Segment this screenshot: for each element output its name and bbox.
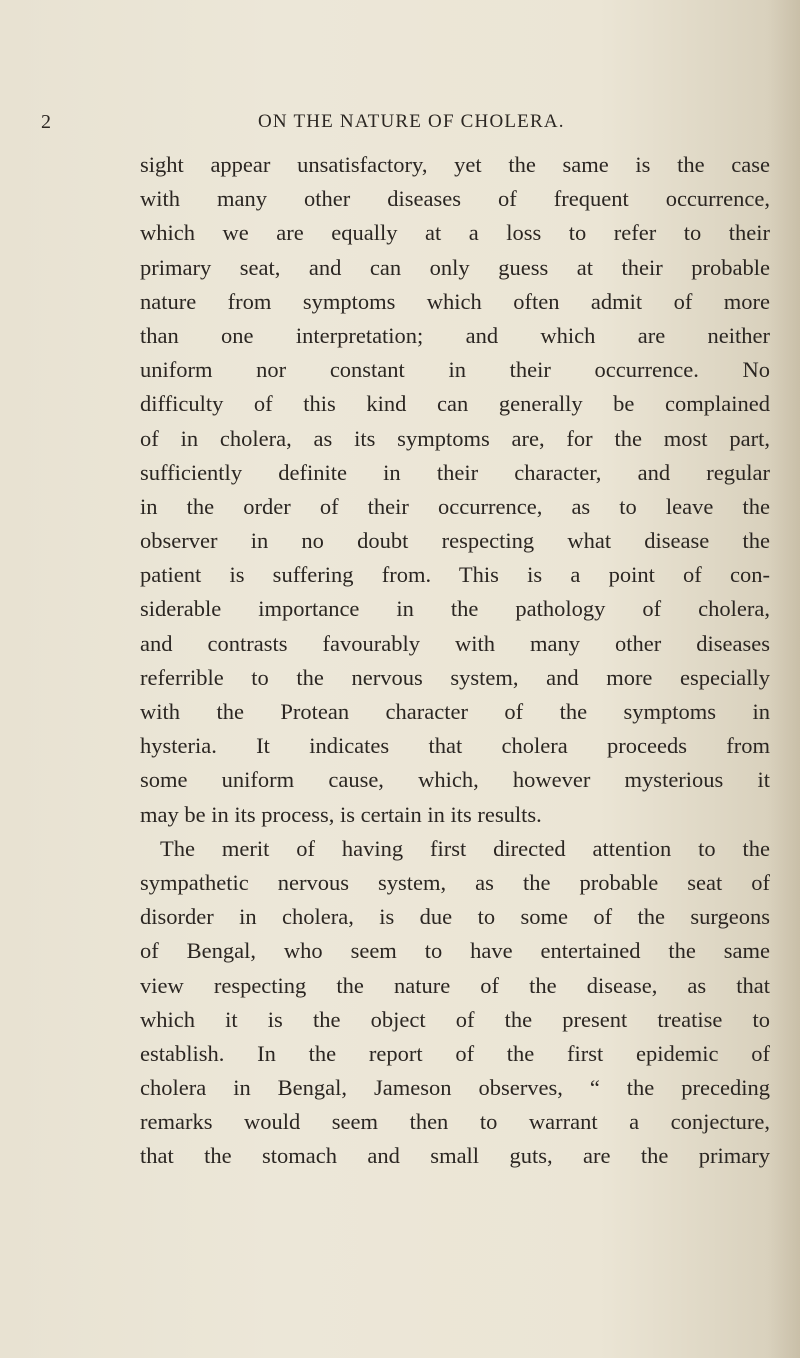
text-line: than one interpretation; and which are neither [140,322,770,348]
text-line: sufficiently definite in their character, and regular [140,459,770,485]
text-line: which it is the object of the present treatise to [140,1006,770,1032]
text-line: patient is suffering from. This is a point of con- [140,562,770,588]
text-line: in the order of their occurrence, as to leave the [140,493,770,519]
text-line: which we are equally at a loss to refer to their [140,220,770,246]
text-line: nature from symptoms which often admit of more [140,288,770,314]
text-line: observer in no doubt respecting what disease the [140,528,770,554]
text-line: some uniform cause, which, however mysterious it [140,767,770,793]
body-text [140,148,770,1174]
text-line: of in cholera, as its symptoms are, for the most part, [140,425,770,451]
text-line: cholera in Bengal, Jameson observes, “ the preceding [140,1075,770,1101]
text-line: may be in its process, is certain in its results. [140,801,542,827]
text-line: view respecting the nature of the disease, as that [140,972,770,998]
text-line: of Bengal, who seem to have entertained the same [140,938,770,964]
page-header [0,111,800,141]
text-line: sight appear unsatisfactory, yet the same is the case [140,152,770,177]
text-line: remarks would seem then to warrant a conjecture, [140,1109,770,1135]
text-line: uniform nor constant in their occurrence. No [140,357,770,383]
text-line: and contrasts favourably with many other diseases [140,630,770,656]
text-line: disorder in cholera, is due to some of the surgeons [140,904,770,930]
text-line: establish. In the report of the first epidemic of [140,1040,770,1066]
running-head: ON THE NATURE OF CHOLERA. [258,111,565,132]
text-line: that the stomach and small guts, are the primary [140,1143,770,1169]
page-number: 2 [41,111,51,133]
text-line: sympathetic nervous system, as the probable seat of [140,869,770,895]
text-line: hysteria. It indicates that cholera proceeds from [140,733,770,759]
text-line: referrible to the nervous system, and more especially [140,664,770,690]
text-line: The merit of having first directed attention to the [160,835,770,861]
text-line: with many other diseases of frequent occurrence, [140,186,770,212]
text-line: difficulty of this kind can generally be complained [140,391,770,417]
text-line: with the Protean character of the symptoms in [140,699,770,724]
text-line: siderable importance in the pathology of cholera, [140,596,770,622]
text-line: primary seat, and can only guess at their probable [140,254,770,280]
